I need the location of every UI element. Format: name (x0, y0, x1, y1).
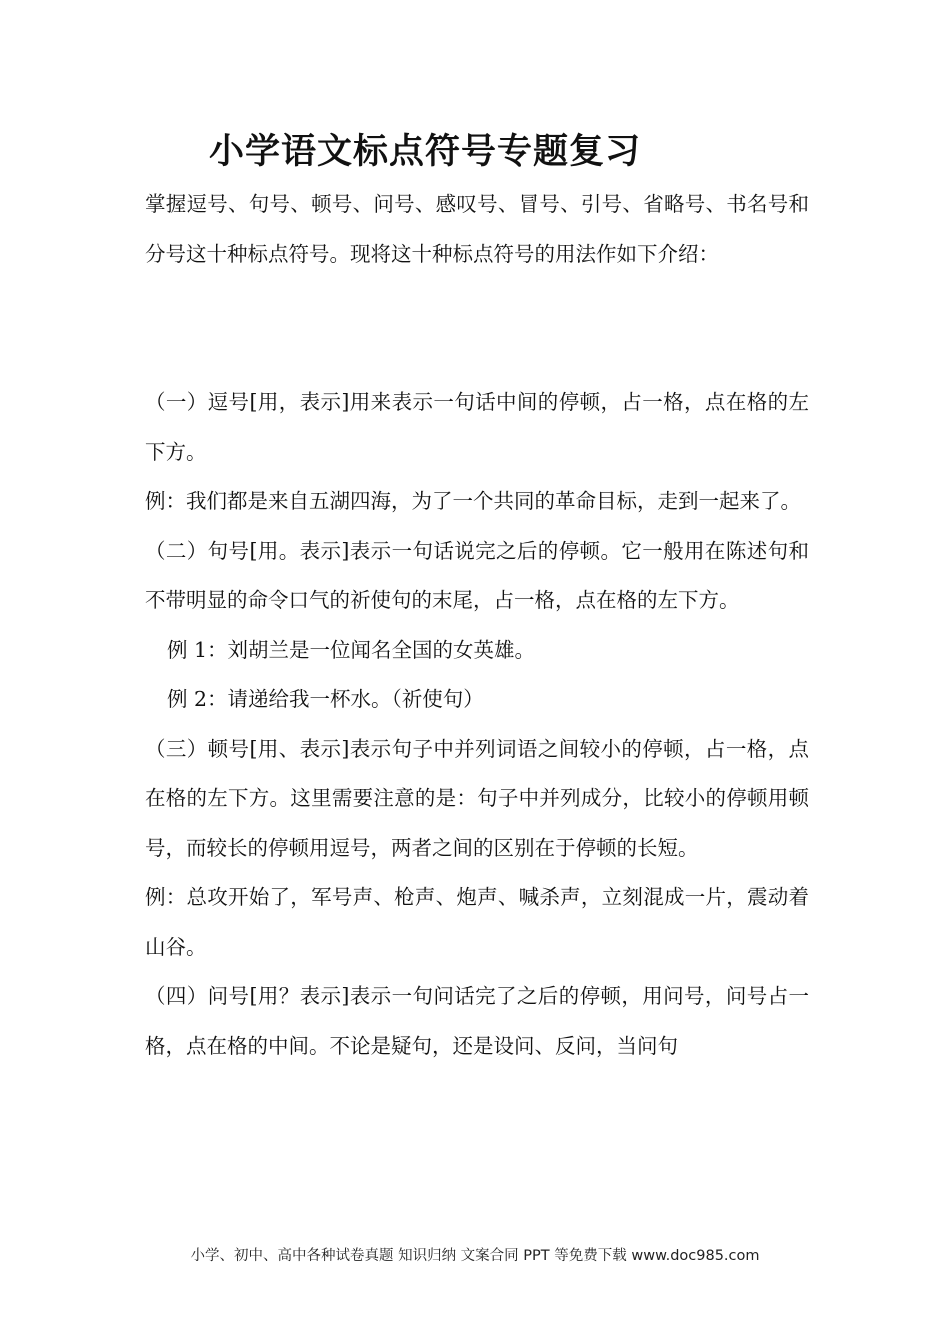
period-example-2: 例 2：请递给我一杯水。（祈使句） (167, 687, 484, 711)
question-mark-section: （四）问号[用？表示]表示一句问话完了之后的停顿，用问号，问号占一格，点在格的中间。不论是疑句，还是设问、反问，当问句 (145, 984, 809, 1058)
enumeration-comma-example: 例：总攻开始了，军号声、枪声、炮声、喊杀声，立刻混成一片，震动着山谷。 (145, 885, 809, 959)
comma-example: 例：我们都是来自五湖四海，为了一个共同的革命目标，走到一起来了。 (145, 489, 801, 513)
enumeration-comma-section: （三）顿号[用、表示]表示句子中并列词语之间较小的停顿，占一格，点在格的左下方。这里需要注意的是：句子中并列成分，比较小的停顿用顿号，而较长的停顿用逗号，两者之间的区别在于停顿的长短。 (145, 736, 809, 860)
period-example-1: 例 1：刘胡兰是一位闻名全国的女英雄。 (167, 637, 536, 662)
comma-section: （一）逗号[用，表示]用来表示一句话中间的停顿，占一格，点在格的左下方。 (145, 390, 809, 464)
period-section: （二）句号[用。表示]表示一句话说完之后的停顿。它一般用在陈述句和不带明显的命令口气的祈使句的末尾，占一格，点在格的左下方。 (145, 538, 809, 612)
document-title: 小学语文标点符号专题复习 (208, 131, 641, 172)
intro-paragraph: 掌握逗号、句号、顿号、问号、感叹号、冒号、引号、省略号、书名号和分号这十种标点符号。现将这十种标点符号的用法作如下介绍： (145, 192, 809, 266)
document-body (145, 180, 809, 1071)
paragraph-spacer (145, 279, 809, 378)
page-footer: 小学、初中、高中各种试卷真题 知识归纳 文案合同 PPT 等免费下载 www.doc985.com (190, 1248, 760, 1264)
